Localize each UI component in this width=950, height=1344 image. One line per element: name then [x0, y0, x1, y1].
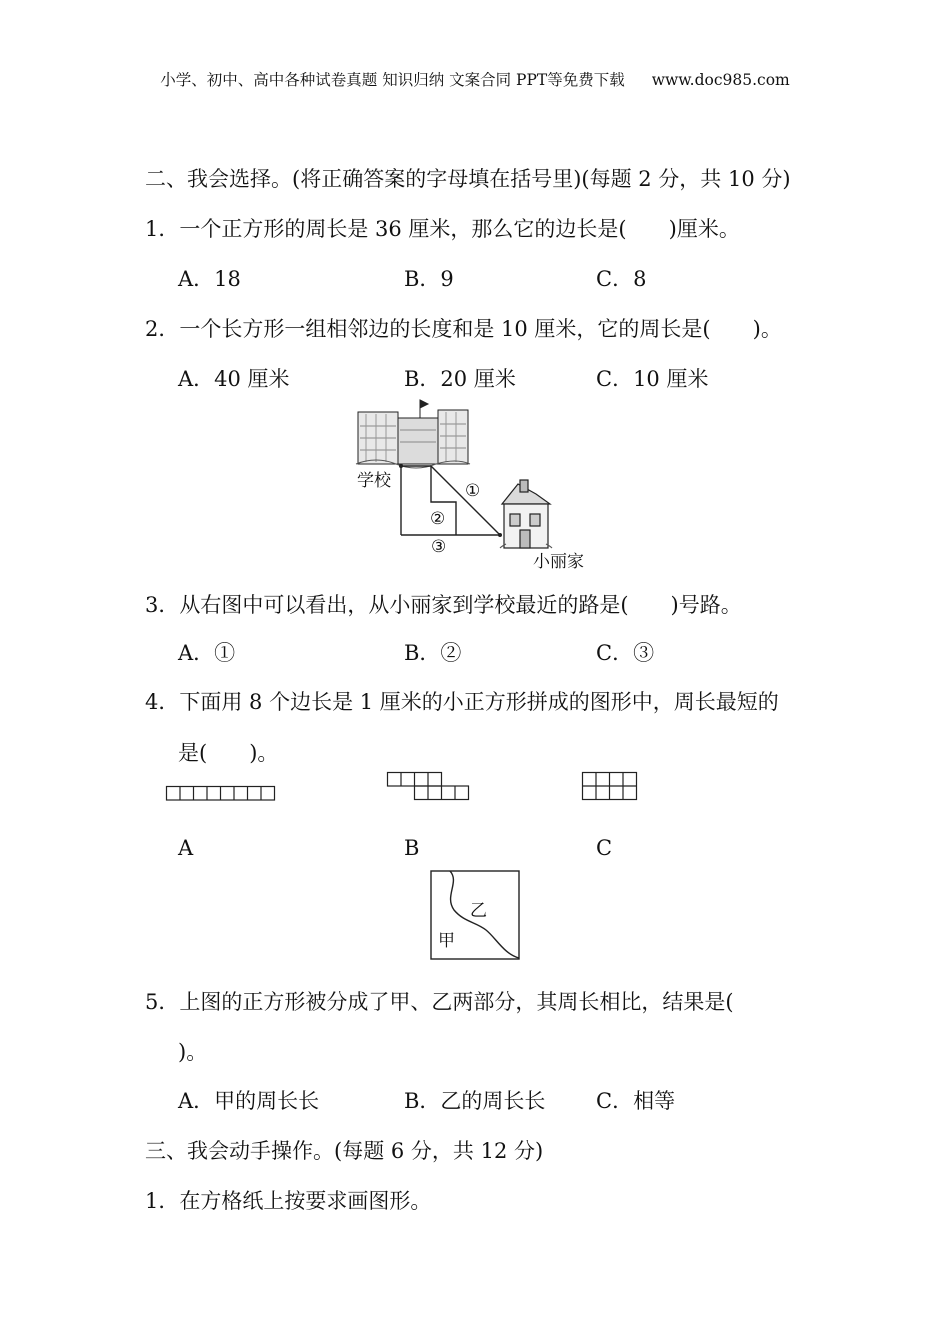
school-building-icon — [356, 400, 470, 468]
q1-option-b: B．9 — [404, 267, 454, 291]
route-1-label: ① — [465, 481, 481, 501]
split-square-figure — [430, 870, 522, 962]
header-site: www.doc985.com — [651, 71, 790, 89]
q2-option-a: A．40 厘米 — [178, 367, 290, 391]
region-yi-label: 乙 — [470, 901, 487, 921]
header-text: 小学、初中、高中各种试卷真题 知识归纳 文案合同 PPT等免费下载 — [160, 71, 625, 89]
section2-title: 二、我会选择。(将正确答案的字母填在括号里)(每题 2 分，共 10 分) — [145, 167, 791, 191]
q1-text: 1．一个正方形的周长是 36 厘米，那么它的边长是( )厘米。 — [145, 217, 740, 241]
q1-option-c: C．8 — [596, 267, 647, 291]
school-label: 学校 — [357, 471, 391, 491]
q5-option-c: C．相等 — [596, 1089, 676, 1113]
shape-b-figure — [387, 772, 473, 802]
q3-option-b: B．② — [404, 641, 462, 665]
q5-text: 5．上图的正方形被分成了甲、乙两部分，其周长相比，结果是( — [145, 990, 734, 1014]
q2-option-b: B．20 厘米 — [404, 367, 516, 391]
q5-option-b: B．乙的周长长 — [404, 1089, 546, 1113]
region-jia-label: 甲 — [438, 931, 455, 951]
q3-text: 3．从右图中可以看出，从小丽家到学校最近的路是( )号路。 — [145, 593, 742, 617]
q4-option-a: A — [178, 836, 194, 860]
page-header — [0, 68, 950, 90]
route-map-figure — [350, 396, 610, 576]
section3-title: 三、我会动手操作。(每题 6 分，共 12 分) — [145, 1139, 544, 1163]
route-2-label: ② — [430, 509, 446, 529]
q5-text-2: )。 — [178, 1040, 208, 1064]
q2-option-c: C．10 厘米 — [596, 367, 709, 391]
q1-option-a: A．18 — [178, 267, 241, 291]
q4-text: 4．下面用 8 个边长是 1 厘米的小正方形拼成的图形中，周长最短的 — [145, 690, 779, 714]
shape-c-figure — [582, 772, 640, 802]
q4-text-2: 是( )。 — [178, 741, 279, 765]
q3-option-a: A．① — [178, 641, 236, 665]
q4-option-b: B — [404, 836, 420, 860]
home-label: 小丽家 — [533, 552, 584, 572]
route-3-label: ③ — [431, 537, 447, 557]
s3-q1-text: 1．在方格纸上按要求画图形。 — [145, 1189, 432, 1213]
q2-text: 2．一个长方形一组相邻边的长度和是 10 厘米，它的周长是( )。 — [145, 317, 782, 341]
shape-a-figure — [166, 786, 278, 802]
q4-option-c: C — [596, 836, 613, 860]
house-icon — [500, 480, 552, 548]
q5-option-a: A．甲的周长长 — [178, 1089, 320, 1113]
q3-option-c: C．③ — [596, 641, 655, 665]
